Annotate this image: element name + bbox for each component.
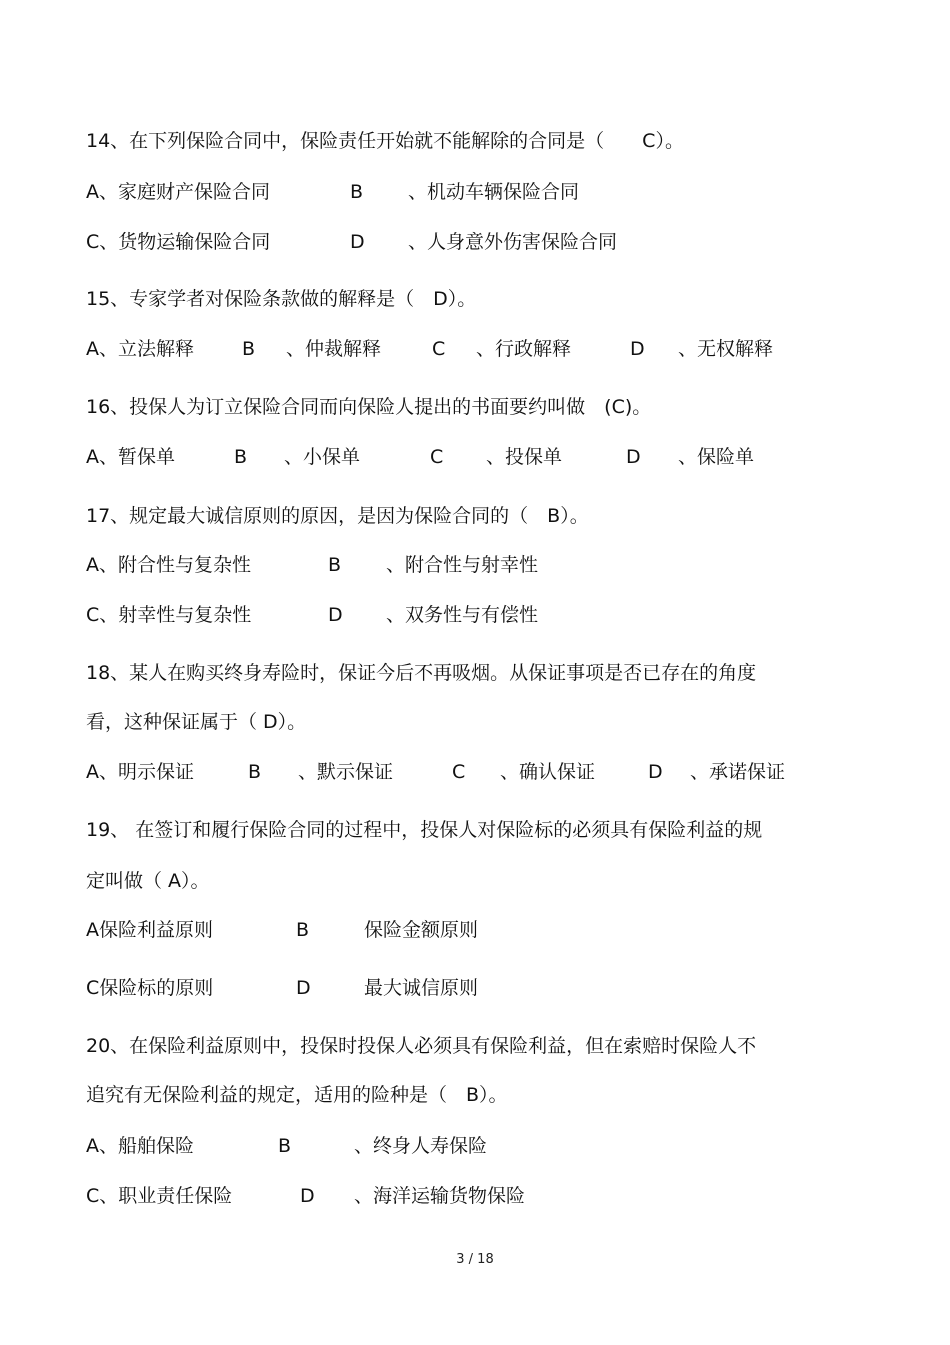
- question-14-text: 14、在下列保险合同中，保险责任开始就不能解除的合同是（ C）。: [86, 130, 684, 152]
- option-b-text: 、附合性与射幸性: [386, 554, 539, 576]
- question-19-text-continued: 定叫做（ A）。: [86, 870, 210, 892]
- option-b-letter: B: [350, 181, 364, 203]
- question-15-text: 15、专家学者对保险条款做的解释是（ D）。: [86, 288, 477, 310]
- option-d-letter: D: [648, 761, 663, 783]
- option-d-letter: D: [626, 446, 641, 468]
- option-d-text: 、承诺保证: [690, 761, 786, 783]
- option-c-letter: C: [430, 446, 444, 468]
- option-d-text: 、保险单: [678, 446, 755, 468]
- option-b-text: 、仲裁解释: [286, 338, 382, 360]
- option-c: C、职业责任保险: [86, 1185, 233, 1207]
- option-d-text: 、人身意外伤害保险合同: [408, 231, 618, 253]
- option-c-text: 、投保单: [486, 446, 563, 468]
- option-b-text: 、机动车辆保险合同: [408, 181, 580, 203]
- option-c-letter: C: [452, 761, 466, 783]
- option-a: A、家庭财产保险合同: [86, 181, 270, 203]
- option-d-text: 、无权解释: [678, 338, 774, 360]
- option-b-letter: B: [296, 919, 310, 941]
- option-d-letter: D: [300, 1185, 315, 1207]
- option-a: A、船舶保险: [86, 1135, 194, 1157]
- option-b-text: 、默示保证: [298, 761, 394, 783]
- option-a: A保险利益原则: [86, 919, 213, 941]
- option-c-text: 、行政解释: [476, 338, 572, 360]
- option-a: A、立法解释: [86, 338, 194, 360]
- question-17-text: 17、规定最大诚信原则的原因，是因为保险合同的（ B）。: [86, 505, 589, 527]
- question-18-text: 18、某人在购买终身寿险时，保证今后不再吸烟。从保证事项是否已存在的角度: [86, 662, 757, 684]
- option-c-text: 、确认保证: [500, 761, 596, 783]
- option-b-text: 、终身人寿保险: [354, 1135, 488, 1157]
- option-c-letter: C: [432, 338, 446, 360]
- option-a: A、暂保单: [86, 446, 175, 468]
- option-b-letter: B: [248, 761, 262, 783]
- option-a: A、附合性与复杂性: [86, 554, 251, 576]
- option-d-text: 最大诚信原则: [364, 977, 479, 999]
- option-b-text: 保险金额原则: [364, 919, 479, 941]
- option-d-letter: D: [630, 338, 645, 360]
- option-d-letter: D: [328, 604, 343, 626]
- option-c: C保险标的原则: [86, 977, 214, 999]
- question-16-text: 16、投保人为订立保险合同而向保险人提出的书面要约叫做 (C)。: [86, 396, 652, 418]
- option-a: A、明示保证: [86, 761, 194, 783]
- option-d-letter: D: [296, 977, 311, 999]
- question-19-text: 19、 在签订和履行保险合同的过程中，投保人对保险标的必须具有保险利益的规: [86, 819, 763, 841]
- page-number: 3 / 18: [456, 1252, 494, 1267]
- question-20-text-continued: 追究有无保险利益的规定，适用的险种是（ B）。: [86, 1084, 508, 1106]
- option-c: C、射幸性与复杂性: [86, 604, 252, 626]
- option-c: C、货物运输保险合同: [86, 231, 271, 253]
- option-d-text: 、双务性与有偿性: [386, 604, 539, 626]
- option-d-text: 、海洋运输货物保险: [354, 1185, 526, 1207]
- question-18-text-continued: 看，这种保证属于（ D）。: [86, 711, 307, 733]
- option-d-letter: D: [350, 231, 365, 253]
- option-b-letter: B: [278, 1135, 292, 1157]
- option-b-text: 、小保单: [284, 446, 361, 468]
- option-b-letter: B: [242, 338, 256, 360]
- option-b-letter: B: [328, 554, 342, 576]
- option-b-letter: B: [234, 446, 248, 468]
- question-20-text: 20、在保险利益原则中，投保时投保人必须具有保险利益，但在索赔时保险人不: [86, 1035, 757, 1057]
